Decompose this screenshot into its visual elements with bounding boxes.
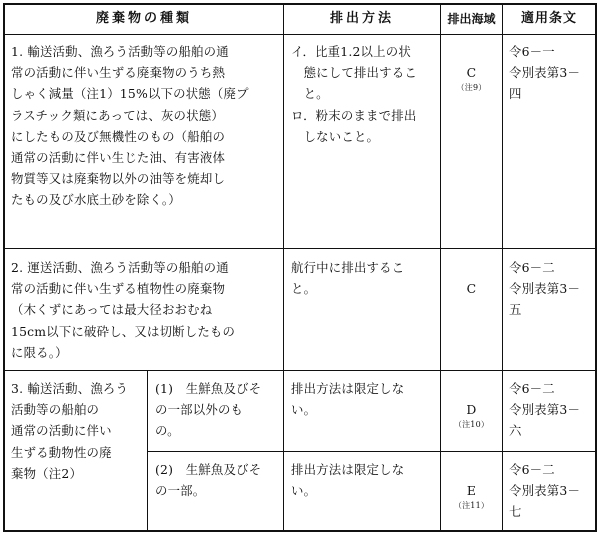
row3-sub2-area-code: E	[466, 483, 477, 499]
row1-article: 令6－一 令別表第3－ 四	[509, 44, 581, 102]
header-method: 排出方法	[329, 11, 394, 26]
col-divider-article	[502, 3, 503, 532]
row3-sub2-area-note: （注11）	[453, 501, 490, 511]
row3-sub1-area-code: D	[466, 402, 477, 418]
row-divider-2	[3, 370, 597, 371]
row3-sub1-area	[441, 378, 502, 452]
header-type: 廃棄物の種類	[95, 11, 192, 26]
row3-sub2-desc: (2) 生鮮魚及びそ の一部。	[155, 462, 262, 499]
row2-method: 航行中に排出するこ と。	[291, 260, 405, 297]
row1-area-code: C	[466, 65, 477, 81]
frame-left	[3, 3, 5, 532]
frame-right	[595, 3, 597, 532]
row3-sub1-article: 令6－二 令別表第3－ 六	[509, 381, 581, 439]
row1-area	[441, 41, 502, 115]
row3-sub2-area	[441, 459, 502, 533]
header-article: 適用条文	[520, 11, 577, 26]
row3-sub2-method: 排出方法は限定しな い。	[291, 462, 405, 499]
row2-area-code: C	[466, 281, 477, 297]
row2-area	[441, 257, 502, 299]
row3-sub2-article: 令6－二 令別表第3－ 七	[509, 462, 581, 520]
header-area: 排出海域	[447, 12, 496, 26]
row3-sub1-method: 排出方法は限定しな い。	[291, 381, 405, 418]
row2-article: 令6－二 令別表第3－ 五	[509, 260, 581, 318]
row3-type: 3. 輸送活動、漁ろう 活動等の船舶の 通常の活動に伴い 生ずる動物性の廃 棄物（注2）	[11, 381, 129, 481]
row3-sub1-area-note: （注10）	[453, 420, 490, 430]
row3-sub1-desc: (1) 生鮮魚及びそ の一部以外のも の。	[155, 381, 262, 439]
row2-type: 2. 運送活動、漁ろう活動等の船舶の通 常の活動に伴い生ずる植物性の廃棄物 （木くずにあっては最大径おおむね 15cm以下に破砕し、又は切断したもの に限る。）	[11, 260, 236, 360]
row1-area-note: （注9）	[456, 83, 487, 93]
row-divider-3a	[147, 451, 597, 452]
row-divider-1	[3, 248, 597, 249]
waste-discharge-table	[3, 3, 597, 532]
row1-method: イ．比重1.2以上の状 態にして排出するこ と。 ロ．粉末のままで排出 しないこと。	[291, 44, 417, 144]
row1-type: 1. 輸送活動、漁ろう活動等の船舶の通 常の活動に伴い生ずる廃棄物のうち熱 しゃく減量（注1）15%以下の状態（廃プ ラスチック類にあっては、灰の状態） にしたもの及び無機性のもの（船舶の 通常の活動に伴い生じた油、有害液体 物質等又は廃棄物以外の油等を焼却し たもの及び水底土砂を除く。）	[11, 44, 249, 208]
header-divider	[3, 34, 597, 35]
col-divider-method	[283, 3, 284, 532]
frame-bottom	[3, 530, 597, 532]
